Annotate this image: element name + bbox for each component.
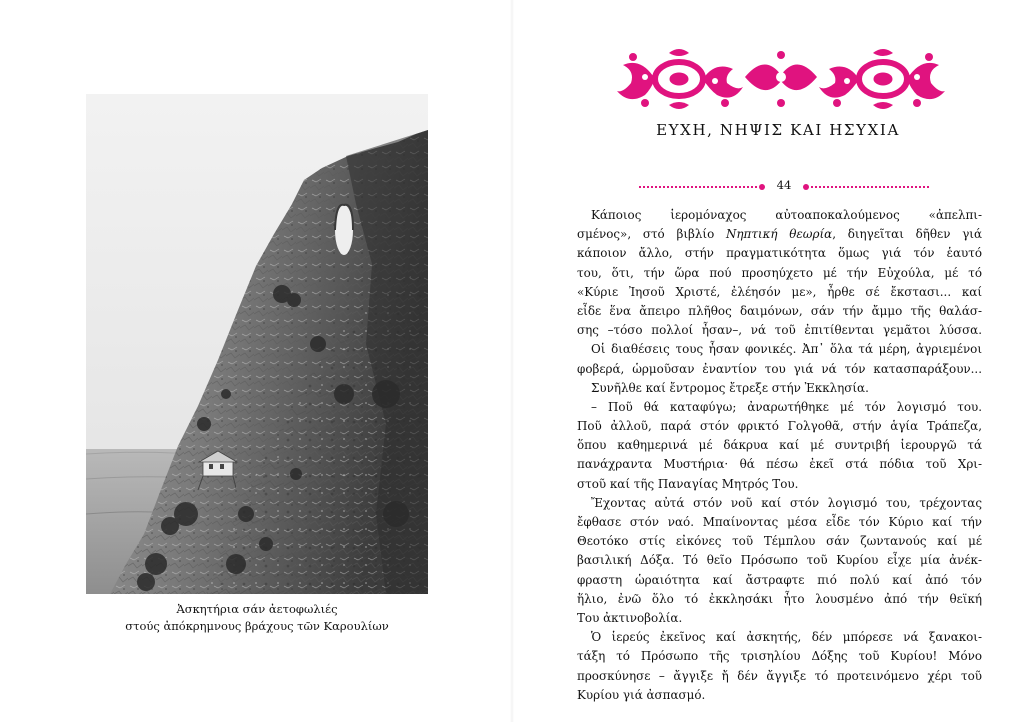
body-line-text: πανάχραντα Μυστήρια· θά πέσω ἐκεῖ στά πόδια τοῦ Χρι- <box>577 457 982 472</box>
chapter-title: ΕΥΧΗ, ΝΗΨΙΣ ΚΑΙ ΗΣΥΧΙΑ <box>656 121 900 139</box>
body-line-text: φοβερά, ὡρμοῦσαν ἐναντίον του γιά νά τόν κατασπαράξουν... <box>577 361 982 376</box>
body-line <box>577 379 982 398</box>
page-number: 44 <box>776 178 792 192</box>
body-line-text: εἶδε ἕνα ἄπειρο πλῆθος δαιμόνων, σάν τήν ἄμμο τῆς θαλάσ- <box>577 303 982 318</box>
body-line-text: τάξη τό Πρόσωπο τῆς τρισηλίου Δόξης τοῦ Κυρίου! Μόνο <box>577 649 982 664</box>
body-line <box>577 417 982 436</box>
body-line-text: σης –τόσο πολλοί ἦσαν–, νά τοῦ ἐπιτίθενται γεμᾶτοι λύσσα. <box>577 323 982 338</box>
body-line <box>577 360 982 379</box>
body-line-text: βασιλική Δόξα. Τό θεῖο Πρόσωπο τοῦ Κυρίου εἶχε μία ἀνέκ- <box>577 553 982 568</box>
body-line-text: , διηγεῖται δῆθεν γιά <box>832 227 982 242</box>
body-line <box>577 551 982 570</box>
body-line <box>577 283 982 302</box>
body-line-text: Κάποιος ἱερομόναχος αὐτοαποκαλούμενος «ἀπελπι- <box>591 208 982 222</box>
body-line <box>577 628 982 647</box>
body-line <box>577 398 982 417</box>
floral-ornament-svg <box>615 47 947 111</box>
body-line <box>577 686 982 705</box>
floral-ornament-icon <box>615 47 947 111</box>
photo-caption <box>86 601 428 635</box>
body-line-text: Ἔχοντας αὐτά στόν νοῦ καί στόν λογισμό του, τρέχοντας <box>591 495 982 510</box>
body-line-text: ὅπου καθημερινά μέ δάκρυα καί μέ συντριβή ἱερουργῶ τά <box>577 438 982 453</box>
body-line-text: Ὁ ἱερεύς ἐκεῖνος καί ἀσκητής, δέν μπόρεσε νά ξανακοι- <box>591 630 982 645</box>
body-line <box>577 321 982 340</box>
folio-rule-right <box>811 186 929 188</box>
body-line <box>577 513 982 532</box>
body-line-text: κάποιον ἄλλο, στήν πραγματικότητα ὅμως γιά τόν ἑαυτό <box>577 246 982 261</box>
folio-dot-right <box>803 184 809 190</box>
body-line-text: του, ὅτι, τήν ὥρα πού προσηύχετο μέ τήν Εὐχούλα, μέ τό <box>577 265 982 280</box>
body-line-text: – Ποῦ θά καταφύγω; ἀναρωτήθηκε μέ τόν λογισμό του. <box>591 399 982 414</box>
body-line-text: Ποῦ ἀλλοῦ, παρά στόν φρικτό Γολγοθᾶ, στήν ἁγία Τράπεζα, <box>577 419 982 434</box>
body-line <box>577 475 982 494</box>
body-line <box>577 590 982 609</box>
body-line <box>577 225 982 244</box>
body-line-text: ἔφθασε στόν ναό. Μπαίνοντας μέσα εἶδε τόν Κύριο καί τήν <box>577 515 982 529</box>
cliff-hermitage-photo <box>86 94 428 594</box>
body-line-text: ἥλιο, ἐνῶ ὅλο τό ἐκκλησάκι ἦτο λουσμένο ἀπό τήν θεϊκή <box>577 591 982 606</box>
body-line <box>577 244 982 263</box>
body-line-text: σμένος», στό βιβλίο <box>577 227 726 242</box>
book-title-italic: Νηπτική θεωρία <box>726 227 833 242</box>
body-line <box>577 647 982 666</box>
body-line-text: Θεοτόκο στίς εἰκόνες τοῦ Τέμπλου σάν ζωντανούς καί μέ <box>577 534 982 549</box>
body-line-text: Κυρίου γιά ἀσπασμό. <box>577 687 706 702</box>
body-line <box>577 667 982 686</box>
body-line <box>577 532 982 551</box>
body-line <box>577 206 982 225</box>
page-number-row <box>639 180 929 194</box>
body-line <box>577 436 982 455</box>
body-line-text: Συνῆλθε καί ἔντρομος ἔτρεξε στήν Ἐκκλησία. <box>591 380 869 395</box>
caption-line: Ἀσκητήρια σάν ἀετοφωλιές <box>176 602 338 616</box>
body-line <box>577 264 982 283</box>
body-line <box>577 571 982 590</box>
body-line-text: φραστη ὡραιότητα καί ἄστραφτε πιό πολύ καί ἀπό τόν <box>577 572 982 587</box>
body-line-text: προσκύνησε – ἄγγιξε ἤ δέν ἄγγιξε τό προτεινόμενο χέρι τοῦ <box>577 668 982 683</box>
caption-line: στούς ἀπόκρημνους βράχους τῶν Καρουλίων <box>125 619 389 633</box>
body-line <box>577 455 982 474</box>
cliff-photo-illustration <box>86 94 428 594</box>
body-line-text: στοῦ καί τῆς Παναγίας Μητρός Του. <box>577 476 799 491</box>
body-line-text: Οἱ διαθέσεις τους ἦσαν φονικές. Ἀπ᾽ ὅλα τά μέρη, ἀγριεμένοι <box>591 342 982 357</box>
body-line <box>577 609 982 628</box>
body-line-text: «Κύριε Ἰησοῦ Χριστέ, ἐλέησόν με», ἦρθε σέ ἔκστασι... καί <box>577 284 982 299</box>
body-line-text: Του ἀκτινοβολία. <box>577 610 683 625</box>
body-line <box>577 494 982 513</box>
right-page <box>512 0 1024 722</box>
body-line <box>577 302 982 321</box>
body-line <box>577 340 982 359</box>
body-text <box>577 206 982 705</box>
